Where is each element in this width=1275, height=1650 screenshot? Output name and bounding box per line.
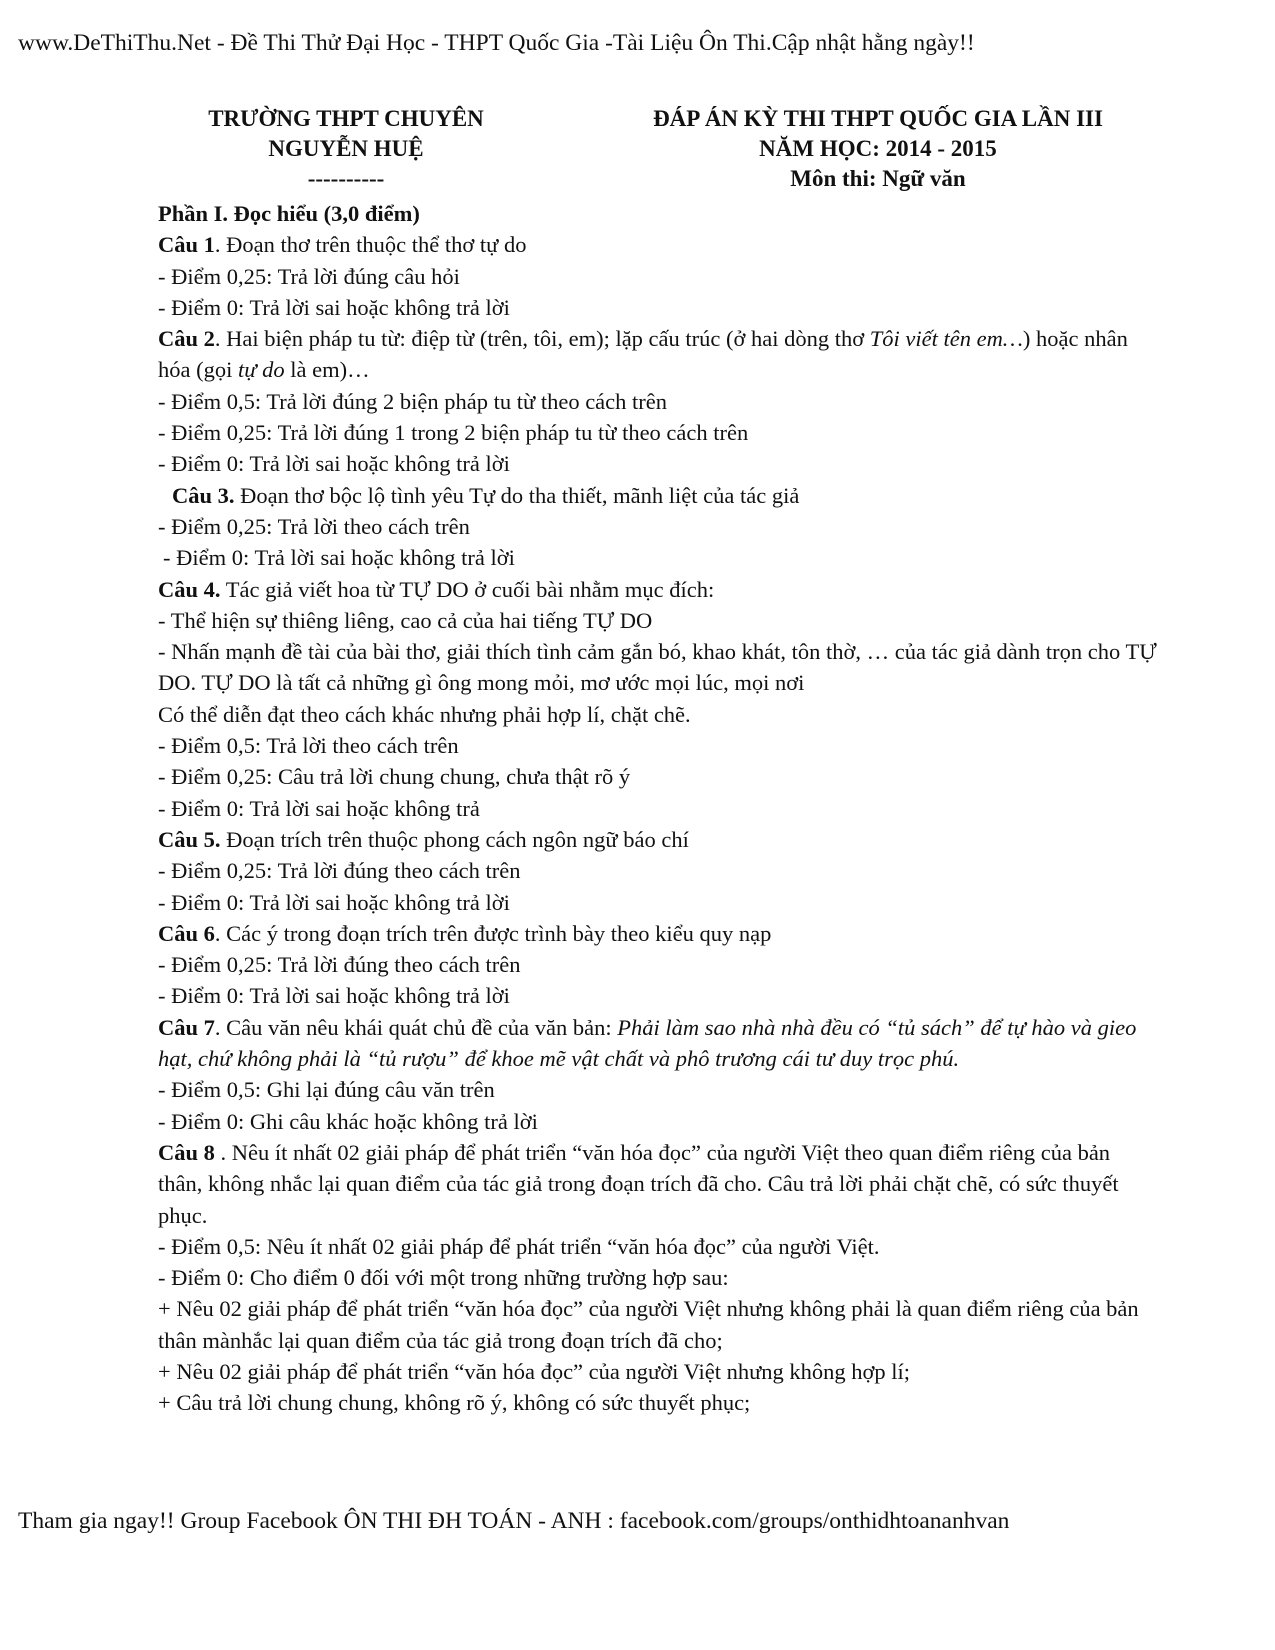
question-text: . Câu văn nêu khái quát chủ đề của văn bản: xyxy=(214,1014,618,1040)
score-line: - Điểm 0,5: Trả lời theo cách trên xyxy=(158,733,459,759)
bottom-banner: Tham gia ngay!! Group Facebook ÔN THI ĐH TOÁN - ANH : facebook.com/groups/onthidhtoananhvan xyxy=(18,1508,1010,1534)
score-line: - Điểm 0: Trả lời sai hoặc không trả lời xyxy=(158,451,510,477)
school-name-line1: TRƯỜNG THPT CHUYÊN xyxy=(208,106,484,131)
score-line: - Điểm 0,25: Trả lời đúng 1 trong 2 biện pháp tu từ theo cách trên xyxy=(158,420,749,446)
exam-header xyxy=(598,104,1158,194)
question-label: Câu 5. xyxy=(158,826,221,852)
score-line: - Điểm 0: Ghi câu khác hoặc không trả lời xyxy=(158,1108,538,1134)
zero-score-case: + Câu trả lời chung chung, không rõ ý, không có sức thuyết phục; xyxy=(158,1390,751,1416)
score-line: - Điểm 0,5: Ghi lại đúng câu văn trên xyxy=(158,1077,495,1103)
question-label: Câu 4. xyxy=(158,576,221,602)
score-line: - Điểm 0: Trả lời sai hoặc không trả lời xyxy=(158,983,510,1009)
score-line: - Điểm 0,25: Trả lời đúng theo cách trên xyxy=(158,858,521,884)
answer-key-body xyxy=(158,198,1158,1419)
part1-title: Phần I. Đọc hiểu (3,0 điểm) xyxy=(158,201,420,226)
question-text: là em)… xyxy=(284,357,370,383)
score-line: - Điểm 0: Trả lời sai hoặc không trả lời xyxy=(163,545,515,571)
question-label: Câu 3. xyxy=(172,482,235,508)
question-label: Câu 2 xyxy=(158,326,215,352)
zero-score-case: + Nêu 02 giải pháp để phát triển “văn hóa đọc” của người Việt nhưng không hợp lí; xyxy=(158,1358,911,1384)
score-line: - Điểm 0: Cho điểm 0 đối với một trong những trường hợp sau: xyxy=(158,1265,729,1291)
answer-point: - Nhấn mạnh đề tài của bài thơ, giải thích tình cảm gắn bó, khao khát, tôn thờ, … của tác giả dành trọn cho TỰ DO. TỰ DO là tất cả những gì ông mong mỏi, mơ ước mọi lúc, mọi nơi xyxy=(158,639,1157,696)
question-text: . Các ý trong đoạn trích trên được trình bày theo kiểu quy nạp xyxy=(214,920,772,946)
exam-subject: Môn thi: Ngữ văn xyxy=(790,166,966,191)
school-header xyxy=(166,104,526,194)
question-3 xyxy=(158,480,1158,511)
question-label: Câu 1 xyxy=(158,232,215,258)
score-line: - Điểm 0: Trả lời sai hoặc không trả lời xyxy=(158,889,510,915)
question-text: . Hai biện pháp tu từ: điệp từ (trên, tôi, em); lặp cấu trúc (ở hai dòng thơ xyxy=(214,326,870,352)
question-text: . Đoạn thơ trên thuộc thể thơ tự do xyxy=(214,232,527,258)
score-line: - Điểm 0,25: Trả lời theo cách trên xyxy=(158,513,470,539)
score-line: - Điểm 0: Trả lời sai hoặc không trả lời xyxy=(158,294,510,320)
score-line: - Điểm 0,25: Câu trả lời chung chung, chưa thật rõ ý xyxy=(158,764,631,790)
question-text: ) hoặc nhân hóa (gọi xyxy=(158,326,1128,383)
answer-point: - Thể hiện sự thiêng liêng, cao cả của hai tiếng TỰ DO xyxy=(158,607,653,633)
question-2 xyxy=(158,323,1158,386)
quoted-sentence: Phải làm sao nhà nhà đều có “tủ sách” để tự hào và gieo hạt, chứ không phải là “tủ rượu” để khoe mẽ vật chất và phô trương cái tư duy trọc phú. xyxy=(158,1014,1137,1072)
question-label: Câu 8 xyxy=(158,1139,215,1165)
score-line: - Điểm 0: Trả lời sai hoặc không trả xyxy=(158,795,480,821)
question-text: Đoạn trích trên thuộc phong cách ngôn ngữ báo chí xyxy=(220,826,689,852)
question-8 xyxy=(158,1137,1158,1231)
exam-title: ĐÁP ÁN KỲ THI THPT QUỐC GIA LẦN III xyxy=(653,106,1103,131)
school-name-line2: NGUYỄN HUỆ xyxy=(268,136,424,161)
answer-note: Có thể diễn đạt theo cách khác nhưng phải hợp lí, chặt chẽ. xyxy=(158,701,691,727)
question-text: Tác giả viết hoa từ TỰ DO ở cuối bài nhằm mục đích: xyxy=(220,576,715,602)
exam-year: NĂM HỌC: 2014 - 2015 xyxy=(759,136,997,161)
question-label: Câu 6 xyxy=(158,920,215,946)
question-7 xyxy=(158,1012,1158,1075)
question-5 xyxy=(158,824,1158,855)
question-text: . Nêu ít nhất 02 giải pháp để phát triển “văn hóa đọc” của người Việt theo quan điểm riêng của bản thân, không nhắc lại quan điểm của tác giả trong đoạn trích đã cho. Câu trả lời phải chặt chẽ, có sức thuyết phục. xyxy=(158,1139,1119,1228)
question-text-italic: tự do xyxy=(237,357,285,383)
question-1 xyxy=(158,229,1158,260)
score-line: - Điểm 0,5: Trả lời đúng 2 biện pháp tu từ theo cách trên xyxy=(158,388,668,414)
score-line: - Điểm 0,25: Trả lời đúng câu hỏi xyxy=(158,263,460,289)
top-banner: www.DeThiThu.Net - Đề Thi Thử Đại Học - THPT Quốc Gia -Tài Liệu Ôn Thi.Cập nhật hằng ngày!! xyxy=(18,30,975,56)
question-6 xyxy=(158,918,1158,949)
zero-score-case: + Nêu 02 giải pháp để phát triển “văn hóa đọc” của người Việt nhưng không phải là quan điểm riêng của bản thân mànhắc lại quan điểm của tác giả trong đoạn trích đã cho; xyxy=(158,1296,1139,1353)
question-label: Câu 7 xyxy=(158,1014,215,1040)
score-line: - Điểm 0,25: Trả lời đúng theo cách trên xyxy=(158,952,521,978)
question-text-italic: Tôi viết tên em… xyxy=(869,326,1023,352)
school-divider: ---------- xyxy=(307,166,385,191)
question-4 xyxy=(158,574,1158,605)
question-text: Đoạn thơ bộc lộ tình yêu Tự do tha thiết, mãnh liệt của tác giả xyxy=(234,482,800,508)
score-line: - Điểm 0,5: Nêu ít nhất 02 giải pháp để phát triển “văn hóa đọc” của người Việt. xyxy=(158,1233,880,1259)
